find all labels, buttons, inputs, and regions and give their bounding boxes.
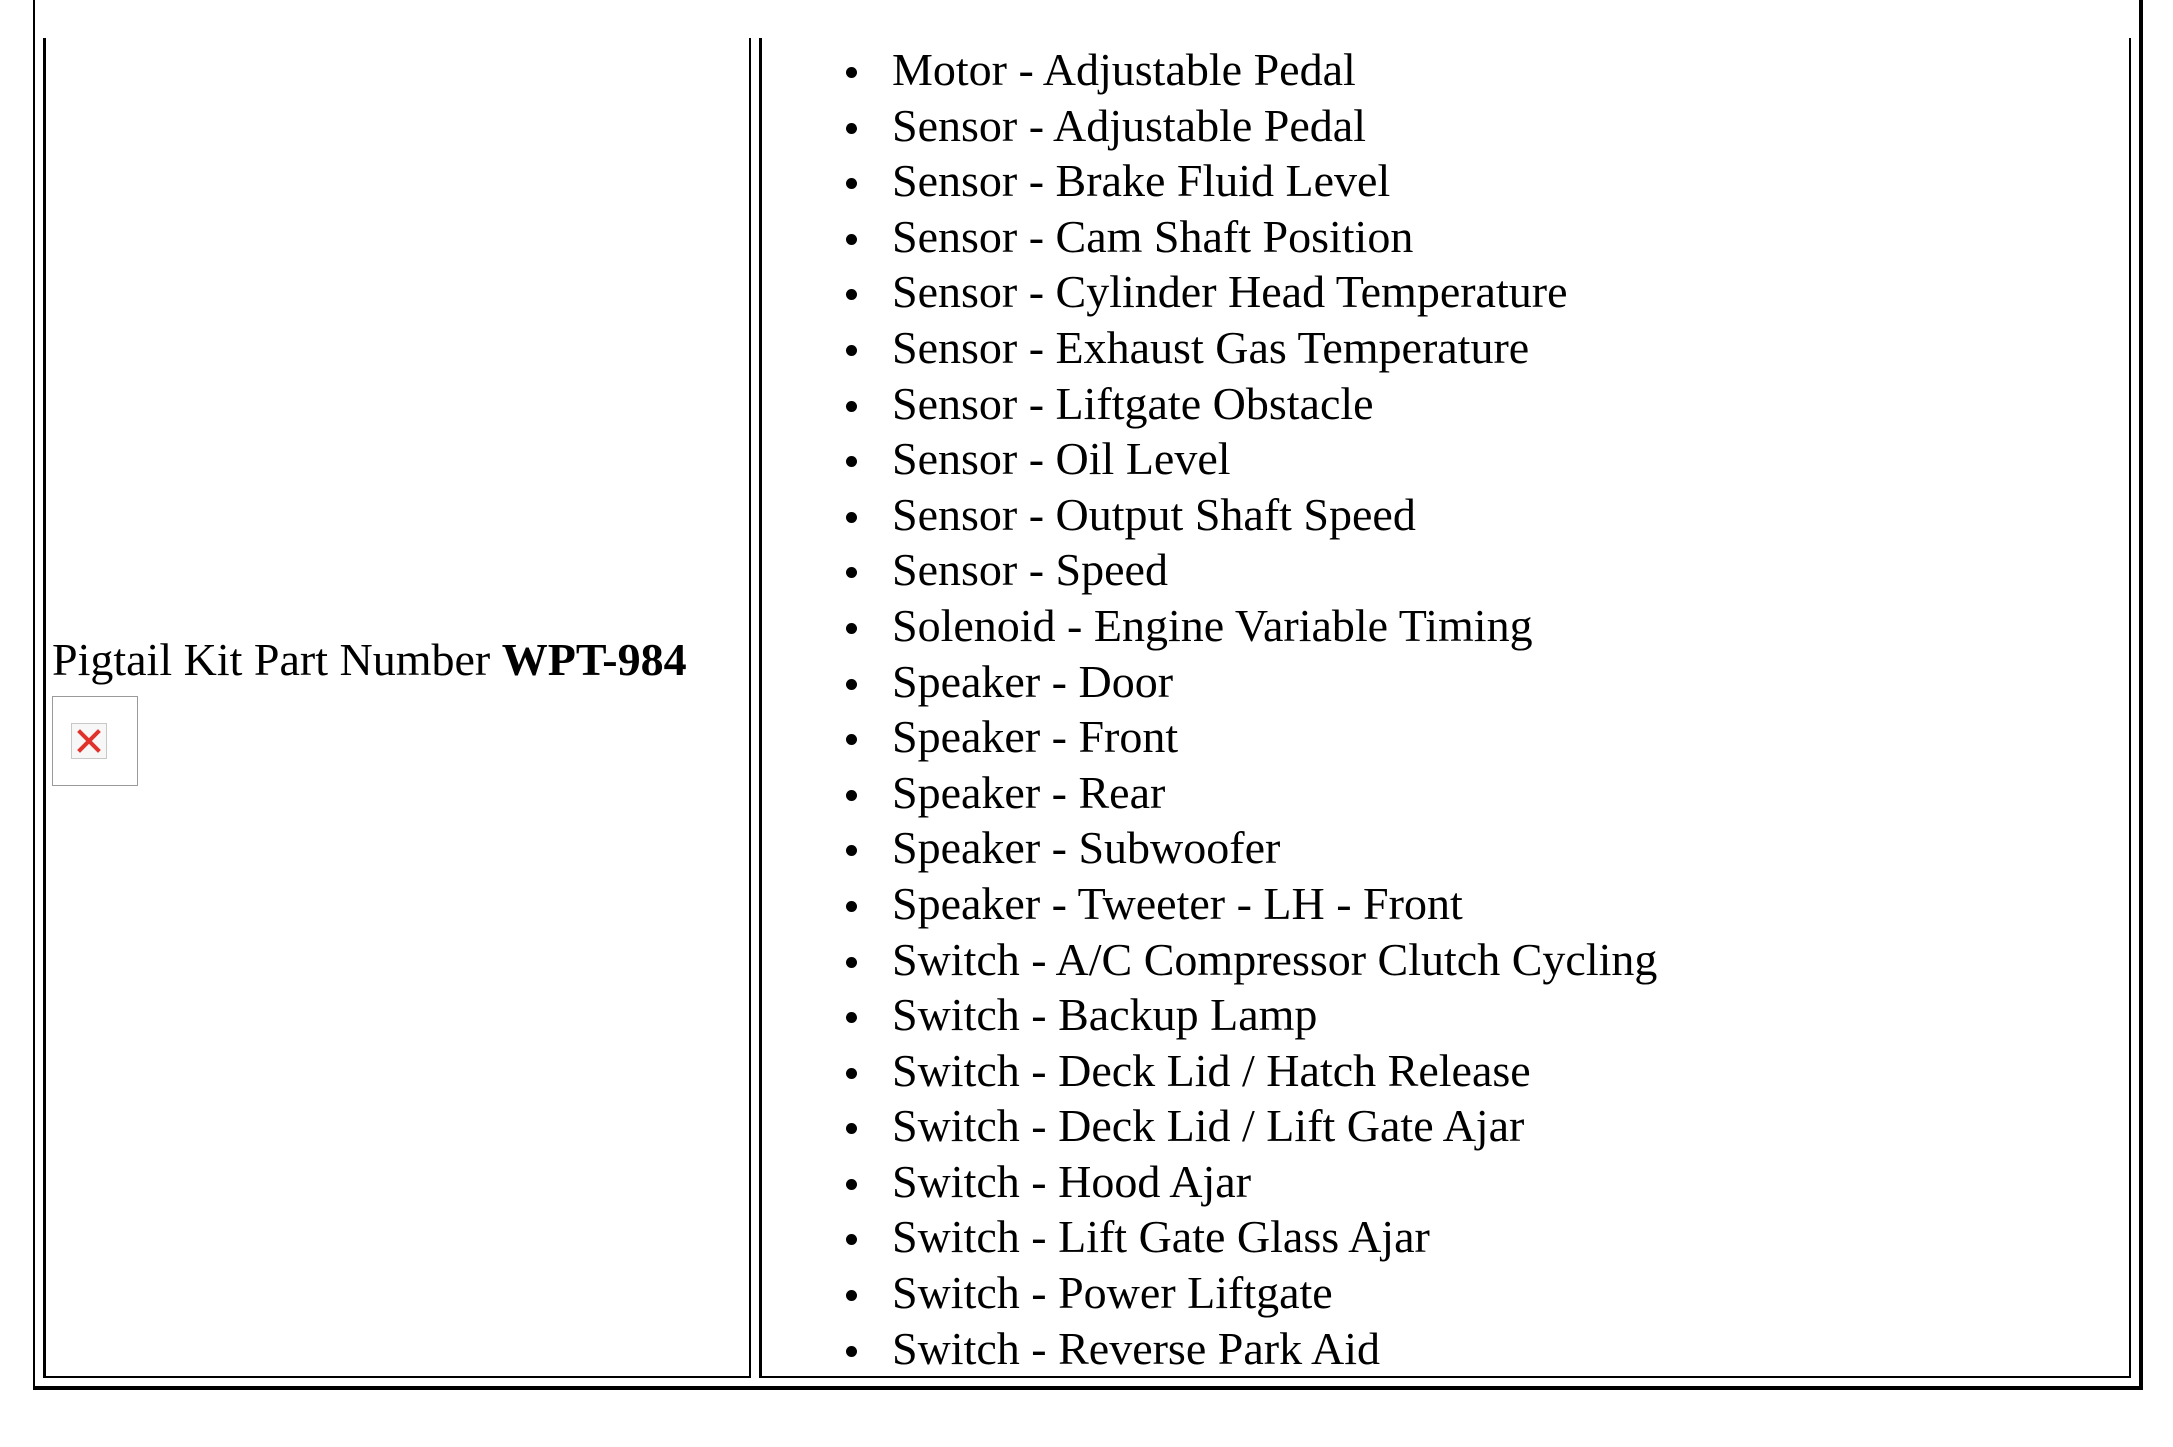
bullet-icon [846, 679, 857, 690]
list-item [762, 153, 1657, 209]
list-item [762, 320, 1657, 376]
list-item-label: Speaker - Rear [892, 766, 1166, 818]
component-list-cell [759, 38, 2131, 1378]
list-item-label: Sensor - Speed [892, 544, 1168, 596]
list-item [762, 1043, 1657, 1099]
bullet-icon [846, 567, 857, 578]
list-item [762, 765, 1657, 821]
bullet-icon [846, 401, 857, 412]
list-item-label: Switch - A/C Compressor Clutch Cycling [892, 933, 1658, 985]
parts-table [33, 0, 2143, 1390]
bullet-icon [846, 1346, 857, 1357]
bullet-icon [846, 178, 857, 189]
red-x-icon [77, 729, 101, 753]
list-item-label: Motor - Adjustable Pedal [892, 44, 1356, 95]
bullet-icon [846, 957, 857, 968]
bullet-icon [846, 1179, 857, 1190]
bullet-icon [846, 512, 857, 523]
broken-image-icon [52, 696, 138, 786]
bullet-icon [846, 1234, 857, 1245]
bullet-icon [846, 289, 857, 300]
list-item-label: Switch - Power Liftgate [892, 1267, 1333, 1319]
list-item-label: Sensor - Adjustable Pedal [892, 99, 1366, 151]
component-list [762, 42, 1657, 1376]
part-number-cell [43, 38, 751, 1378]
bullet-icon [846, 790, 857, 801]
bullet-icon [846, 1012, 857, 1023]
bullet-icon [846, 345, 857, 356]
list-item-label: Speaker - Door [892, 655, 1174, 707]
list-item [762, 598, 1657, 654]
bullet-icon [846, 623, 857, 634]
bullet-icon [846, 845, 857, 856]
list-item [762, 1209, 1657, 1265]
bullet-icon [846, 1123, 857, 1134]
part-number-prefix: Pigtail Kit Part Number [52, 634, 502, 685]
list-item [762, 1265, 1657, 1321]
list-item-label: Solenoid - Engine Variable Timing [892, 599, 1533, 651]
bullet-icon [846, 67, 857, 78]
bullet-icon [846, 234, 857, 245]
list-item [762, 542, 1657, 598]
list-item-label: Speaker - Front [892, 711, 1179, 763]
list-item-label: Sensor - Brake Fluid Level [892, 155, 1391, 207]
list-item-label: Sensor - Output Shaft Speed [892, 488, 1416, 540]
list-item-label: Sensor - Exhaust Gas Temperature [892, 321, 1530, 373]
part-number-label [52, 632, 687, 688]
list-item [762, 376, 1657, 432]
bullet-icon [846, 456, 857, 467]
list-item-label: Switch - Deck Lid / Lift Gate Ajar [892, 1100, 1525, 1152]
list-item [762, 1154, 1657, 1210]
list-item-label: Speaker - Tweeter - LH - Front [892, 877, 1463, 929]
bullet-icon [846, 1068, 857, 1079]
list-item [762, 876, 1657, 932]
bullet-icon [846, 734, 857, 745]
part-number-value: WPT-984 [501, 634, 687, 685]
list-item [762, 987, 1657, 1043]
list-item-label: Sensor - Oil Level [892, 433, 1231, 485]
list-item-label: Sensor - Liftgate Obstacle [892, 377, 1374, 429]
list-item [762, 431, 1657, 487]
broken-image-frame [71, 723, 107, 759]
list-item-label: Sensor - Cylinder Head Temperature [892, 266, 1568, 318]
list-item [762, 264, 1657, 320]
list-item [762, 820, 1657, 876]
list-item [762, 654, 1657, 710]
bullet-icon [846, 1290, 857, 1301]
list-item [762, 1098, 1657, 1154]
list-item-label: Sensor - Cam Shaft Position [892, 210, 1414, 262]
list-item [762, 709, 1657, 765]
list-item-label: Switch - Backup Lamp [892, 989, 1318, 1041]
list-item-label: Switch - Hood Ajar [892, 1155, 1252, 1207]
list-item [762, 932, 1657, 988]
list-item-label: Speaker - Subwoofer [892, 822, 1281, 874]
list-item [762, 209, 1657, 265]
list-item-label: Switch - Lift Gate Glass Ajar [892, 1211, 1430, 1263]
bullet-icon [846, 123, 857, 134]
list-item-label: Switch - Reverse Park Aid [892, 1322, 1381, 1374]
list-item [762, 42, 1657, 98]
bullet-icon [846, 901, 857, 912]
list-item [762, 487, 1657, 543]
list-item [762, 98, 1657, 154]
list-item-label: Switch - Deck Lid / Hatch Release [892, 1044, 1531, 1096]
list-item [762, 1321, 1657, 1377]
